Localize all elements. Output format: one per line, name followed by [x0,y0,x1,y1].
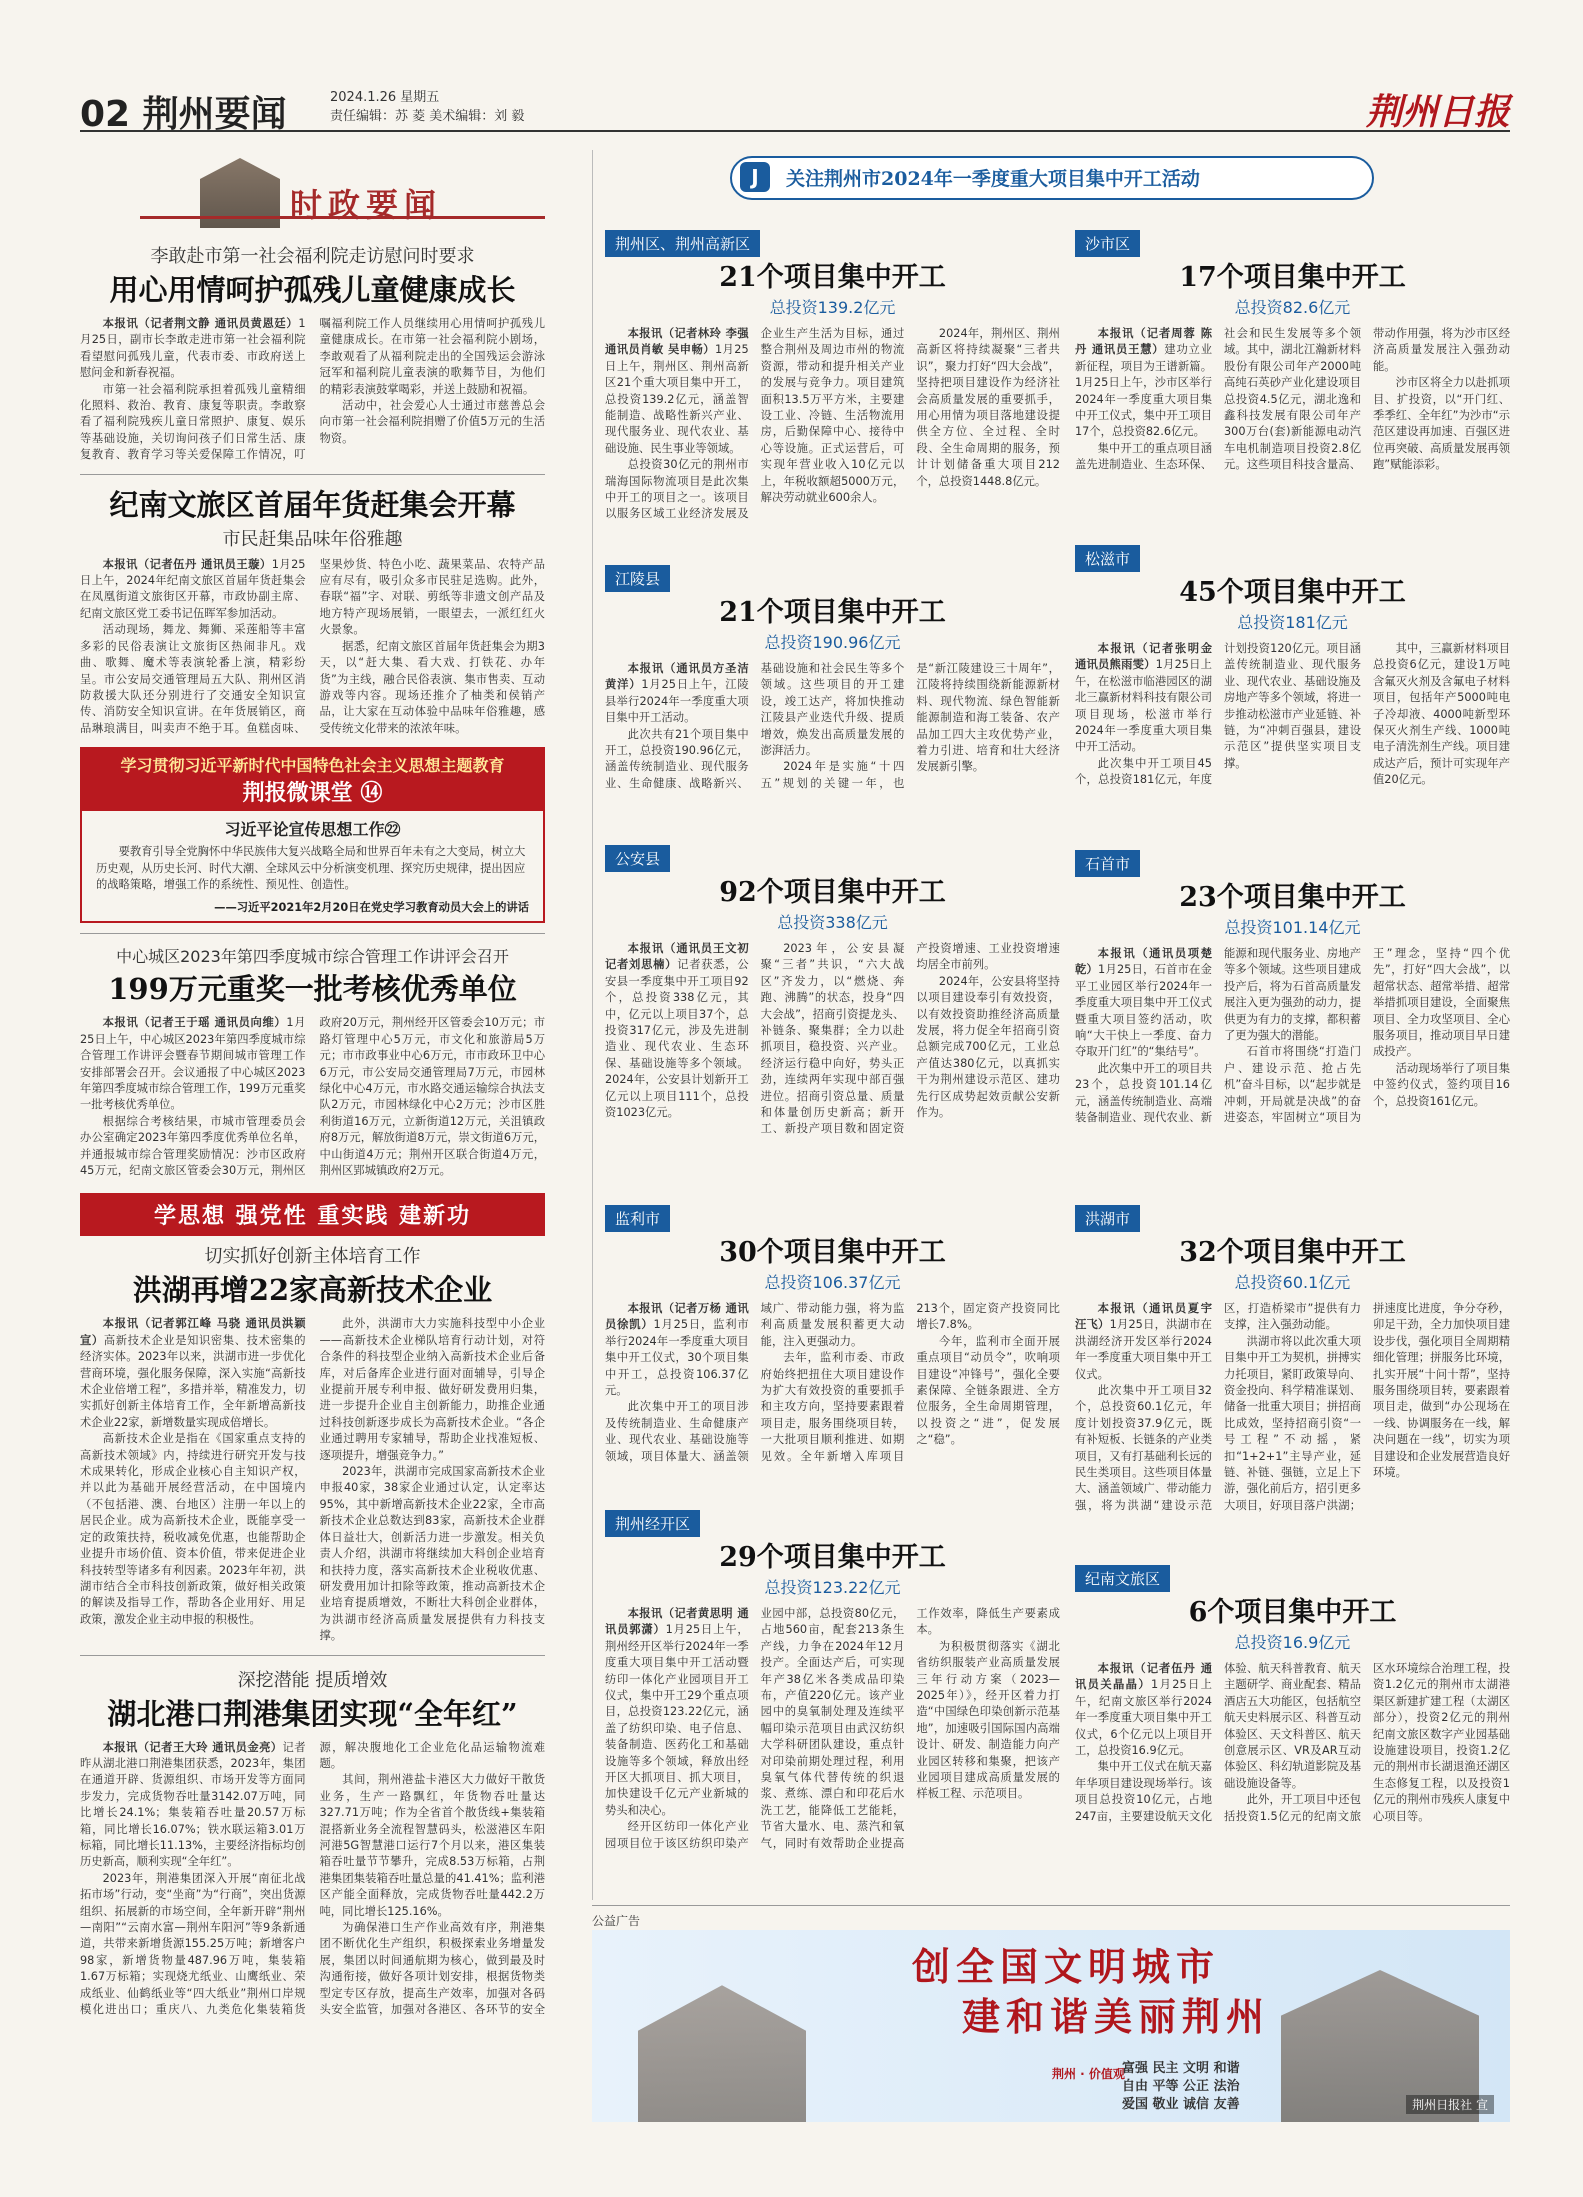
box-topline: 学习贯彻习近平新时代中国特色社会主义思想主题教育 [82,749,543,776]
block-body: 本报讯（通讯员夏宇 汪飞）1月25日，洪湖市在洪湖经济开发区举行2024年一季度重大项目集中开工仪式。 此次集中开工项目32个，总投资60.1亿元，年度计划投资37.9亿元，既有补短板、长链条的产业类项目，又有打基础利长远的民生类项目。这些项目体量大、涵盖领域广、带动能力强，将为洪湖“建设示范区，打造桥梁市”提供有力支撑，注入强劲动能。 洪湖市将以此次重大项目集中开工为契机，拼搏实力托项目，紧盯政策导向、资金投向、科学精准谋划、储备一批重大项目；拼招商比成效，坚持招商引资“一号工程”不动摇，紧扣“1+2+1”主导产业，延链、补链、强链，立足上下游，强化前后方，招引更多大项目，好项目落户洪湖；拼速度比进度，争分夺秒，卯足干劲，全力加快项目建设步伐，强化项目全周期精细化管理；拼服务比环境，扎实开展“十问十帮”，坚持服务围绕项目转，要素跟着项目走，做到“办公现场在一线、协调服务在一线，解决问题在一线”，切实为项目建设和企业发展营造良好环境。 [1075,1302,1510,1512]
district-tag: 洪湖市 [1075,1205,1140,1232]
block-headline: 30个项目集中开工 [719,1237,946,1268]
block-shashi [1075,230,1510,530]
city-wall-icon [622,1970,822,2122]
block-body: 本报讯（记者林玲 李强 通讯员肖敏 吴申畅）1月25日上午，荆州区、荆州高新区21个重大项目集中开工，总投资139.2亿元，涵盖智能制造、战略性新兴产业、现代服务业、现代农业、基础设施、民生事业等领域。 总投资30亿元的荆州市瑞海国际物流项目是此次集中开工的项目之一。该项目以服务区域工业经济发展及企业生产生活为目标，通过整合荆州及周边市州的物流资源，带动和提升相关产业的发展与竞争力。项目建筑面积13.5万平方米，主要建设工业、冷链、生活物流用房，后勤保障中心、接待中心等设施。正式运营后，可实现年营业收入10亿元以上，年税收额超5000万元，解决劳动就业600余人。 2024年，荆州区、荆州高新区将持续凝聚“三者共识”，聚力打好“四大会战”，坚持把项目建设作为经济社会高质量发展的重要抓手，用心用情为项目落地建设提供全方位、全过程、全时段、全生命周期的服务，预计计划储备重大项目212个，总投资1448.8亿元。 [605,327,1060,521]
block-investment: 总投资139.2亿元 [769,298,896,317]
article-city-mgmt [80,944,545,1179]
box-source: ——习近平2021年2月20日在党史学习教育动员大会上的讲话 [214,901,529,915]
block-body: 本报讯（记者周蓉 陈丹 通讯员王慧）建功立业新征程，项目为王谱新篇。1月25日上午，沙市区举行2024年一季度重大项目集中开工仪式，集中开工项目17个，总投资82.6亿元。 集中开工的重点项目涵盖先进制造业、生态环保、社会和民生发展等多个领域。其中，湖北江瀚新材料股份有限公司年产2000吨高纯石英砂产业化建设项目总投资4.5亿元，湖北逸和鑫科技发展有限公司年产300万台(套)新能源电动汽车电机制造项目投资2.8亿元。这些项目科技含量高、带动作用强，将为沙市区经济高质量发展注入强劲动能。 沙市区将全力以赴抓项目、扩投资，以“开门红、季季红、全年红”为沙市“示范区建设再加速、百强区进位再突破、高质量发展再领跑”赋能添彩。 [1075,327,1510,472]
ad-slogan-2: 建和谐美丽荆州 [962,1994,1271,2039]
block-investment: 总投资60.1亿元 [1234,1273,1351,1292]
block-investment: 总投资106.37亿元 [764,1273,901,1292]
article-headline: 湖北港口荆港集团实现“全年红” [107,1696,518,1731]
district-tag: 石首市 [1075,850,1140,877]
ad-sponsor: 荆州日报社 宣 [1406,2095,1494,2114]
block-body: 本报讯（记者伍丹 通讯员关晶晶）1月25日上午，纪南文旅区举行2024年一季度重大项目集中开工仪式，6个亿元以上项目开工，总投资16.9亿元。 集中开工仪式在航天嘉年华项目建设现场举行。该项目总投资10亿元，占地247亩，主要建设航天文化体验、航天科普教育、航天主题研学、商业配套、精品酒店五大功能区，包括航空航天史料展示区、科普互动体验区、天文科普区、航天创意展示区、VR及AR互动体验区、科幻轨道影院及基础设施设备等。 此外，开工项目中还包括投资1.5亿元的纪南文旅区水环境综合治理工程，投资1.2亿元的荆州市太湖港渠区新建扩建工程（太湖区部分），投资2亿元的荆州纪南文旅区数字产业园基础设施建设项目，投资1.2亿元的荆州市长湖退渔还湖区生态修复工程，以及投资1亿元的荆州市残疾人康复中心项目等。 [1075,1662,1510,1823]
article-body: 本报讯（记者王大玲 通讯员金亮）记者昨从湖北港口荆港集团获悉，2023年，集团在通道开辟、货源组织、市场开发等方面同步发力，完成货物吞吐量3142.07万吨，同比增长24.1%；集装箱吞吐量20.57万标箱，同比增长16.07%；铁水联运箱3.01万标箱，同比增长11.13%，主要经济指标均创历史新高，顺利实现“全年红”。 2023年，荆港集团深入开展“南征北战拓市场”行动，变“坐商”为“行商”，突出货源组织、拓展新的市场空间，全年新开辟“荆州—南阳”“云南水富—荆州车阳河”等9条新通道，共带来新增货源155.25万吨；新增客户98家，新增货物量487.96万吨，集装箱1.67万标箱；实现烧尤纸业、山鹰纸业、荣成纸业、仙鹤纸业等“四大纸业”荆州口岸规模化进出口；重庆八、九类危化集装箱货源，解决腹地化工企业危化品运输物流难题。 其间，荆州港盐卡港区大力做好干散货业务，生产一路飘红，年货物吞吐量达327.71万吨；作为全省首个散货线+集装箱混搭新业务全流程智慧码头，松滋港区车阳河港5G智慧港口运行7个月以来，港区集装箱吞吐量节节攀升，完成8.53万标箱，占荆港集团集装箱吞吐量总量的41.41%；监利港区产能全面释放，完成货物吞吐量442.2万吨，同比增长125.16%。 为确保港口生产作业高效有序，荆港集团不断优化生产组织，积极探索业务增量发展，集团以时间通航期为核心，做到最及时沟通衔接，做好各项计划安排，根据货物类型定专区存放，提高生产效率，加强对各码头安全监管，加强对各港区、各环节的安全 [80,1740,545,2017]
block-body: 本报讯（记者万杨 通讯员徐凯）1月25日，监利市举行2024年一季度重大项目集中开工仪式，30个项目集中开工，总投资106.37亿元。 此次集中开工的项目涉及传统制造业、生命健康产业、现代农业、基础设施等领域，项目体量大、涵盖领域广、带动能力强，将为监利高质量发展积蓄更大动能，注入更强动力。 去年，监利市委、市政府始终把扭住大项目建设作为扩大有效投资的重要抓手和主攻方向，坚持要素跟着项目走，服务围绕项目转，一大批项目顺利推进、如期见效。全年新增入库项目213个，固定资产投资同比增长7.8%。 今年，监利市全面开展重点项目“动员令”，吹响项目建设“冲锋号”，强化全要素保障、全链条跟进、全方位服务，全生命周期管理，以投资之“进”，促发展之“稳”。 [605,1302,1060,1463]
block-gongan [605,845,1060,1190]
district-tag: 沙市区 [1075,230,1140,257]
block-investment: 总投资82.6亿元 [1234,298,1351,317]
block-headline: 29个项目集中开工 [719,1542,946,1573]
block-body: 本报讯（记者张明金 通讯员熊雨雯）1月25日上午，在松滋市临港园区的湖北三赢新材料科技有限公司项目现场，松滋市举行2024年一季度重大项目集中开工活动。 此次集中开工项目45个，总投资181亿元，年度计划投资120亿元。项目涵盖传统制造业、现代服务业、现代农业、基础设施及房地产等多个领域，将进一步推动松滋市产业延链、补链，为“冲刺百强县，建设示范区”提供坚实项目支撑。 其中，三赢新材料项目总投资6亿元，建设1万吨含氟灭火剂及含氟电子材料项目，包括年产5000吨电子冷却液、4000吨新型环保灭火剂生产线、1000吨电子清洗剂生产线。项目建成达产后，预计可实现年产值20亿元。 [1075,642,1510,787]
district-tag: 荆州经开区 [605,1510,700,1537]
section-title: 时政要闻 [290,186,443,224]
newspaper-logo: 荆州日报 [1365,91,1510,133]
block-investment: 总投资16.9亿元 [1234,1633,1351,1652]
article-headline: 洪湖再增22家高新技术企业 [132,1273,493,1308]
article-body: 本报讯（记者郭江峰 马骁 通讯员洪颖宣）高新技术企业是知识密集、技术密集的经济实体。2023年以来，洪湖市进一步优化营商环境，强化服务保障，深入实施“高新技术企业倍增工程”，多措并举，精准发力，切实抓好创新主体培育工作，全年新增高新技术企业22家，新增数量实现成倍增长。 高新技术企业是指在《国家重点支持的高新技术领域》内，持续进行研究开发与技术成果转化，形成企业核心自主知识产权，并以此为基础开展经营活动，在中国境内（不包括港、澳、台地区）注册一年以上的居民企业。成为高新技术企业，既能享受一定的政策扶持，税收减免优惠，也能帮助企业提升市场价值、资本价值，带来促进企业科技转型等诸多有利因素。2023年年初，洪湖市结合全市科技创新政策，做好相关政策的解读及指导工作，帮助各企业用好、用足政策，激发企业主动申报的积极性。 此外，洪湖市大力实施科技型中小企业——高新技术企业梯队培育行动计划，对符合条件的科技型企业纳入高新技术企业后备库，对后备库企业进行面对面辅导，引导企业提前开展专利申报、做好研发费用归集，进一步提升企业自主创新能力，助推企业通过科技创新逐步成长为高新技术企业。“各企业通过聘用专家辅导，帮助企业找准短板、逐项提升，增强竞争力。” 2023年，洪湖市完成国家高新技术企业申报40家，38家企业通过认定，认定率达95%，其中新增高新技术企业22家，全市高新技术企业总数达到83家，高新技术企业群体日益壮大，创新活力进一步激发。相关负责人介绍，洪湖市将继续加大科创企业培育和扶持力度，落实高新技术企业税收优惠、研发费用加计扣除等政策，推动高新技术企业培育提质增效，不断壮大科创企业群体，为洪湖市经济高质量发展提供有力科技支撑。 [80,1317,545,1643]
masthead [80,80,1510,135]
article-kicker: 切实抓好创新主体培育工作 [204,1246,421,1268]
ad-slogan-1: 创全国文明城市 [912,1944,1221,1989]
article-headline: 199万元重奖一批考核优秀单位 [108,972,517,1007]
district-tag: 江陵县 [605,565,670,592]
page-number: 02 荆州要闻 [80,94,287,135]
block-body: 本报讯（通讯员王文初 记者刘思楠）记者获悉，公安县一季度集中开工项目92个，总投资338亿元，其中，亿元以上项目37个，总投资317亿元，涉及先进制造业、现代农业、生态环保、基础设施等多个领域。2024年，公安县计划新开工亿元以上项目111个，总投资1023亿元。 2023年，公安县凝聚“三者”共识，“六大战区”齐发力，以“燃烧、奔跑、沸腾”的状态，投身“四大会战”，招商引资提龙头、补链条、聚集群；全力以赴抓项目，稳投资、兴产业。经济运行稳中向好，势头正劲，连续两年实现中部百强进位。招商引资总量、质量和体量创历史新高；新开工、新投产项目数和固定资产投资增速、工业投资增速均居全市前列。 2024年，公安县将坚持以项目建设奉引有效投资，以有效投资助推经济高质量发展，将力促全年招商引资总额完成700亿元，工业总产值达380亿元，以真抓实干为荆州建设示范区、建功先行区成势起效贡献公安新作为。 [605,942,1060,1136]
block-songzi [1075,545,1510,835]
box-column-name: 荆报微课堂 ⑭ [82,776,543,811]
block-investment: 总投资190.96亿元 [764,633,901,652]
page-meta [330,88,524,126]
article-body: 本报讯（记者荆文静 通讯员黄恩廷）1月25日，副市长李敢走进市第一社会福利院看望慰问孤残儿童，代表市委、市政府送上慰问金和新春祝福。 市第一社会福利院承担着孤残儿童精细化照料、救治、教育、康复等职责。李敢察看了福利院残疾儿童日常照护、康复、娱乐等基础设施，关切询问孩子们日常生活、康复教育、教育学习等关爱保障工作情况，叮嘱福利院工作人员继续用心用情呵护孤残儿童健康成长。在市第一社会福利院小剧场，李敢观看了从福利院走出的全国残运会游泳冠军和福利院儿童表演的歌舞节目，为他们的精彩表演鼓掌喝彩，并送上鼓励和祝福。 活动中，社会爱心人士通过市慈善总会向市第一社会福利院捐赠了价值5万元的生活物资。 [80,317,545,462]
editors-line: 责任编辑：苏 菱 美术编辑：刘 毅 [330,109,525,124]
block-shishou [1075,850,1510,1190]
block-headline: 21个项目集中开工 [719,597,946,628]
district-tag: 松滋市 [1075,545,1140,572]
district-tag: 公安县 [605,845,670,872]
article-body: 本报讯（记者伍丹 通讯员王璇）1月25日上午，2024年纪南文旅区首届年货赶集会在凤凰街道文旅街区开幕，市政协副主席、纪南文旅区党工委书记伍晖军参加活动。 活动现场，舞龙、舞狮、采莲船等丰富多彩的民俗表演让文旅街区热闹非凡。戏曲、歌舞、魔术等表演轮番上演，精彩纷呈。市公安局交通管理局五大队、荆州区消防救援大队还分别进行了交通安全知识宣传、消防安全知识宣讲。在年货展销区，商品琳琅满目，叫卖声不绝于耳。鱼糕卤味、坚果炒货、特色小吃、蔬果菜品、农特产品应有尽有，吸引众多市民驻足选购。此外，春联“福”字、对联、剪纸等非遗文创产品及地方特产现场展销，一眼望去，一派红红火火景象。 据悉，纪南文旅区首届年货赶集会为期3天，以“赶大集、看大戏、打铁花、办年货”为主线，融合民俗表演、集市售卖、互动游戏等内容。现场还推介了柚类和侯销产品，让大家在互动体验中品味年俗雅趣，感受传统文化带来的浓浓年味。 [80,557,545,735]
topic-header [730,156,1374,200]
block-honghu [1075,1205,1510,1545]
block-headline: 32个项目集中开工 [1179,1237,1406,1268]
district-tag: 监利市 [605,1205,670,1232]
block-body: 本报讯（通讯员方圣洁 黄洋）1月25日上午，江陵县举行2024年一季度重大项目集中开工活动。 此次共有21个项目集中开工，总投资190.96亿元，涵盖传统制造业、现代服务业、生命健康、战略新兴、基础设施和社会民生等多个领域。这些项目的开工建设，竣工达产，将加快推动江陵县产业迭代升级、提质增效，焕发出高质量发展的澎湃活力。 2024年是实施“十四五”规划的关键一年，也是“新江陵建设三十周年”，江陵将持续围绕新能源新材料、现代物流、绿色智能新能源制造和海工装备、农产品加工四大主攻优势产业，着力引进、培育和壮大经济发展新引擎。 [605,662,1060,790]
section-banner [80,150,545,236]
block-headline: 45个项目集中开工 [1179,577,1406,608]
article-subtitle: 市民赶集品味年俗雅趣 [222,528,403,550]
box-body: 要教育引导全党胸怀中华民族伟大复兴战略全局和世界百年未有之大变局，树立大历史观，从历史长河、时代大潮、全球风云中分析演变机理、探究历史规律，提出因应的战略策略，增强工作的系统性、预见性、创造性。 [96,845,526,891]
block-investment: 总投资181亿元 [1237,613,1348,632]
article-honghu [80,1242,545,1644]
block-jiangling [605,565,1060,835]
block-headline: 6个项目集中开工 [1188,1597,1397,1628]
block-headline: 92个项目集中开工 [719,877,946,908]
block-investment: 总投资338亿元 [777,913,888,932]
issue-date: 2024.1.26 星期五 [330,90,440,105]
xi-thought-box [80,747,545,923]
article-port [80,1666,545,2044]
block-investment: 总投资123.22亿元 [764,1578,901,1597]
article-headline: 用心用情呵护孤残儿童健康成长 [109,273,516,307]
article-fair [80,485,545,737]
district-tag: 纪南文旅区 [1075,1565,1170,1592]
article-headline: 纪南文旅区首届年货赶集会开幕 [109,487,516,522]
article-welfare [80,242,545,464]
article-kicker: 中心城区2023年第四季度城市综合管理工作讲评会召开 [116,947,509,967]
article-kicker: 李敢赴市第一社会福利院走访慰问时要求 [150,246,475,267]
block-headline: 21个项目集中开工 [719,262,946,293]
block-econ-dev [605,1510,1060,1895]
block-body: 本报讯（记者黄思明 通讯员郭潇）1月25日上午，荆州经开区举行2024年一季度重大项目集中开工活动暨纺印一体化产业园项目开工仪式，集中开工29个重点项目，总投资123.22亿元，涵盖了纺织印染、电子信息、装备制造、医药化工和基础设施等多个领域，释放出经开区大抓项目、抓大项目，加快建设千亿元产业新城的势头和决心。 经开区纺印一体化产业园项目位于该区纺织印染产业园中部，总投资80亿元，占地560亩，配套213条生产线，力争在2024年12月投产。全面达产后，可实现年产38亿米各类成品印染布，产值220亿元。该产业园中的臭氧制处理及连续平幅印染示范项目由武汉纺织大学科研团队建设，重点针对印染前期处理过程，利用臭氧气体代替传统的织退浆、煮练、漂白和印花后水洗工艺，能降低工艺能耗，节省大量水、电、蒸汽和氧气，同时有效帮助企业提高工作效率，降低生产要素成本。 为积极贯彻落实《湖北省纺织服装产业高质量发展三年行动方案（2023—2025年）》，经开区着力打造“中国绿色印染创新示范基地”，加速吸引国际国内高端设计、研发、制造能力向产业园区转移和集聚，把该产业园项目建成高质量发展的样板工程、示范项目。 [605,1607,1060,1850]
box-title: 习近平论宣传思想工作㉒ [224,820,401,840]
block-headline: 23个项目集中开工 [1179,882,1406,913]
article-body: 本报讯（记者王于瑶 通讯员向维）1月25日上午，中心城区2023年第四季度城市综合管理工作讲评会暨春节期间城市管理工作安排部署会召开。会议通报了中心城区2023年第四季度城市综合管理工作，199万元重奖一批考核优秀单位。 根据综合考核结果，市城市管理委员会办公室确定2023年第四季度优秀单位名单，并通报城市综合管理奖励情况：沙市区政府45万元，纪南文旅区管委会30万元，荆州区政府20万元，荆州经开区管委会10万元；市路灯管理中心5万元，市文化和旅游局5万元；市市政事业中心6万元，市市政环卫中心6万元，市公安局交通管理局7万元，市园林绿化中心4万元，市水路交通运输综合执法支队2万元，市园林绿化中心2万元；沙市区胜利街道16万元，立新街道12万元，关沮镇政府8万元，解放街道8万元，崇文街道6万元，中山街道4万元；荆州开区联合街道4万元，荆州区郢城镇政府2万元。 [80,1016,545,1177]
block-headline: 17个项目集中开工 [1179,262,1406,293]
ad-artwork [592,1930,1510,2122]
block-body: 本报讯（通讯员项楚乾）1月25日，石首市在金平工业园区举行2024年一季度重大项目集中开工仪式暨重大项目签约活动，吹响“大干快上一季度、奋力夺取开门红”的“集结号”。 此次集中开工的项目共23个，总投资101.14亿元，涵盖传统制造业、高端装备制造业、现代农业、新能源和现代服务业、房地产等多个领域。这些项目建成投产后，将为石首高质量发展注入更为强劲的动力，提供更为有力的支撑，都积蓄了更为强大的潜能。 石首市将围绕“打造门户、建设示范、抢占先机”奋斗目标，以“起步就是冲刺，开局就是决战”的奋进姿态，牢固树立“项目为王”理念，坚持“四个优先”，打好“四大会战”，以超常状态、超常举措、超常举措抓项目建设，全面聚焦项目、全力攻坚项目、全心服务项目，推动项目早日建成投产。 活动现场举行了项目集中签约仪式，签约项目16个，总投资161亿元。 [1075,947,1510,1125]
divider [80,933,545,934]
divider [80,474,545,475]
block-jingzhou [605,230,1060,530]
article-kicker: 深挖潜能 提质增效 [237,1669,388,1691]
divider [80,1655,545,1656]
ad-values-badge: 荆州 · 价值观 [1052,2067,1125,2081]
block-jinan [1075,1565,1510,1895]
ad-label: 公益广告 [592,1914,641,1928]
district-tag: 荆州区、荆州高新区 [605,230,760,257]
study-banner: 学思想 强党性 重实践 建新功 [80,1193,545,1236]
core-values: 富强 民主 文明 和谐 自由 平等 公正 法治 爱国 敬业 诚信 友善 [1122,2061,1240,2112]
left-column [80,150,545,2044]
block-jianli [605,1205,1060,1495]
topic-title: 关注荆州市2024年一季度重大项目集中开工活动 [786,168,1200,190]
block-investment: 总投资101.14亿元 [1224,918,1361,937]
topic-logo-icon: J [740,162,770,192]
public-service-ad [592,1905,1510,2124]
